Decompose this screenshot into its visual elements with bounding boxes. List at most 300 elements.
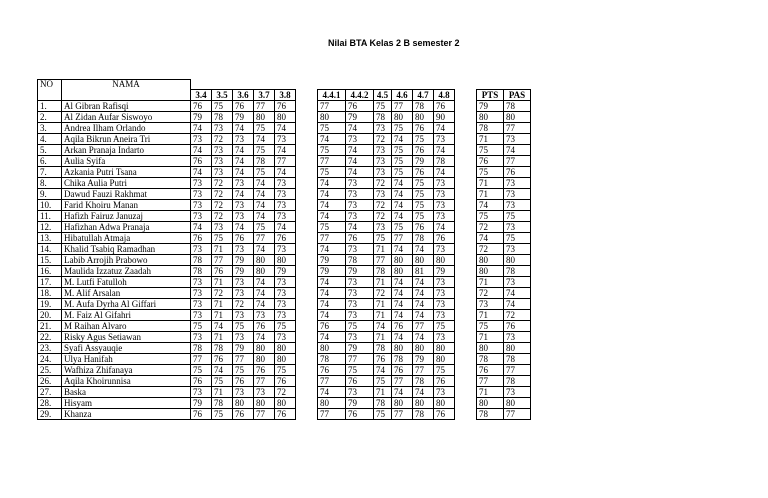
score-cell: 74 [392, 386, 413, 397]
header-col2-0: 4.4.1 [318, 89, 346, 100]
score-cell: 72 [212, 188, 233, 199]
score-cell: 73 [346, 331, 374, 342]
score-cell: 80 [434, 254, 455, 265]
score-cell: 72 [212, 177, 233, 188]
score-cell: 74 [318, 298, 346, 309]
score-cell: 73 [212, 166, 233, 177]
table-row [38, 199, 531, 210]
score-cell: 74 [392, 177, 413, 188]
row-number: 13. [38, 232, 62, 243]
score-cell: 78 [374, 397, 392, 408]
score-cell: 74 [392, 133, 413, 144]
score-cell: 76 [191, 155, 212, 166]
score-cell: 75 [346, 320, 374, 331]
score-cell: 76 [434, 375, 455, 386]
table-row [38, 375, 531, 386]
score-cell: 75 [254, 221, 275, 232]
score-cell: 71 [477, 331, 504, 342]
score-cell: 71 [477, 177, 504, 188]
score-cell: 72 [477, 221, 504, 232]
row-number: 17. [38, 276, 62, 287]
column-gap [296, 221, 318, 232]
column-gap [296, 397, 318, 408]
score-cell: 74 [254, 210, 275, 221]
column-gap [296, 375, 318, 386]
header-col2-4: 4.7 [413, 89, 434, 100]
score-cell: 75 [346, 364, 374, 375]
score-cell: 74 [318, 276, 346, 287]
score-cell: 74 [413, 309, 434, 320]
score-cell: 73 [504, 243, 531, 254]
column-gap [455, 166, 477, 177]
column-gap [296, 232, 318, 243]
score-cell: 77 [254, 232, 275, 243]
column-gap [455, 100, 477, 111]
score-cell: 75 [392, 221, 413, 232]
score-cell: 72 [212, 199, 233, 210]
header-row-codes [38, 89, 531, 100]
score-cell: 73 [233, 199, 254, 210]
score-cell: 73 [346, 177, 374, 188]
column-gap [296, 364, 318, 375]
score-cell: 72 [504, 309, 531, 320]
column-gap [455, 265, 477, 276]
score-cell: 74 [504, 144, 531, 155]
score-cell: 75 [233, 364, 254, 375]
score-cell: 77 [254, 375, 275, 386]
student-name: M. Alif Arsalan [62, 287, 191, 298]
score-cell: 76 [233, 375, 254, 386]
score-cell: 78 [477, 353, 504, 364]
score-cell: 75 [504, 232, 531, 243]
header-nama-cont [62, 89, 191, 100]
header-spacer [254, 80, 275, 90]
score-cell: 74 [392, 287, 413, 298]
score-cell: 73 [374, 144, 392, 155]
score-cell: 76 [477, 364, 504, 375]
row-number: 26. [38, 375, 62, 386]
score-cell: 74 [233, 144, 254, 155]
column-gap [296, 133, 318, 144]
score-cell: 78 [413, 408, 434, 419]
score-cell: 80 [413, 342, 434, 353]
row-number: 24. [38, 353, 62, 364]
score-cell: 71 [212, 243, 233, 254]
score-cell: 75 [477, 166, 504, 177]
column-gap [296, 155, 318, 166]
score-cell: 73 [191, 210, 212, 221]
score-cell: 74 [318, 309, 346, 320]
header-spacer [455, 80, 477, 90]
score-cell: 73 [191, 276, 212, 287]
student-name: Khanza [62, 408, 191, 419]
score-cell: 73 [191, 298, 212, 309]
score-cell: 79 [233, 254, 254, 265]
score-cell: 76 [413, 166, 434, 177]
score-cell: 74 [346, 122, 374, 133]
column-gap [455, 232, 477, 243]
score-cell: 76 [504, 166, 531, 177]
score-cell: 79 [318, 265, 346, 276]
column-gap [455, 188, 477, 199]
column-gap [455, 177, 477, 188]
score-cell: 74 [254, 331, 275, 342]
row-number: 21. [38, 320, 62, 331]
score-cell: 73 [233, 331, 254, 342]
score-cell: 80 [504, 342, 531, 353]
score-cell: 75 [318, 166, 346, 177]
score-cell: 80 [254, 254, 275, 265]
student-name: Ulya Hanifah [62, 353, 191, 364]
score-cell: 78 [346, 254, 374, 265]
score-cell: 79 [233, 342, 254, 353]
score-cell: 77 [275, 155, 296, 166]
score-cell: 75 [477, 320, 504, 331]
row-number: 20. [38, 309, 62, 320]
score-cell: 74 [318, 188, 346, 199]
column-gap [455, 144, 477, 155]
score-cell: 74 [392, 188, 413, 199]
row-number: 23. [38, 342, 62, 353]
column-gap [296, 287, 318, 298]
score-cell: 77 [413, 320, 434, 331]
score-cell: 79 [346, 111, 374, 122]
score-cell: 73 [254, 386, 275, 397]
column-gap [455, 210, 477, 221]
score-cell: 74 [318, 199, 346, 210]
score-cell: 73 [275, 287, 296, 298]
score-cell: 73 [434, 331, 455, 342]
student-name: Aulia Syifa [62, 155, 191, 166]
student-name: M. Lutfi Fatulloh [62, 276, 191, 287]
header-spacer [413, 80, 434, 90]
score-cell: 77 [392, 232, 413, 243]
header-nama: NAMA [62, 80, 191, 90]
header-spacer [392, 80, 413, 90]
score-cell: 73 [275, 243, 296, 254]
table-row [38, 276, 531, 287]
row-number: 5. [38, 144, 62, 155]
column-gap [296, 166, 318, 177]
row-number: 7. [38, 166, 62, 177]
score-cell: 77 [392, 408, 413, 419]
score-cell: 73 [374, 122, 392, 133]
score-cell: 75 [392, 166, 413, 177]
score-cell: 73 [346, 133, 374, 144]
score-cell: 80 [392, 111, 413, 122]
score-cell: 73 [191, 188, 212, 199]
score-cell: 77 [392, 100, 413, 111]
header-col2-1: 4.4.2 [346, 89, 374, 100]
header-spacer [374, 80, 392, 90]
header-row-top [38, 80, 531, 90]
score-cell: 72 [374, 133, 392, 144]
column-gap [296, 243, 318, 254]
score-cell: 72 [374, 210, 392, 221]
table-row [38, 188, 531, 199]
header-col-2: 3.6 [233, 89, 254, 100]
score-cell: 73 [212, 122, 233, 133]
score-cell: 78 [374, 265, 392, 276]
score-cell: 77 [504, 155, 531, 166]
score-cell: 80 [434, 342, 455, 353]
student-name: Aqila Bikrun Aneira Tri [62, 133, 191, 144]
score-cell: 80 [413, 111, 434, 122]
header-spacer [477, 80, 504, 90]
student-name: Hisyam [62, 397, 191, 408]
score-cell: 76 [477, 155, 504, 166]
score-cell: 76 [191, 232, 212, 243]
header-col3-0: PTS [477, 89, 504, 100]
column-gap [455, 254, 477, 265]
score-cell: 71 [374, 276, 392, 287]
score-cell: 79 [413, 155, 434, 166]
score-cell: 74 [318, 287, 346, 298]
score-cell: 80 [275, 397, 296, 408]
score-cell: 74 [504, 287, 531, 298]
table-row [38, 320, 531, 331]
score-cell: 73 [504, 386, 531, 397]
score-cell: 76 [392, 364, 413, 375]
score-cell: 73 [434, 276, 455, 287]
score-cell: 73 [212, 144, 233, 155]
score-cell: 73 [191, 386, 212, 397]
score-cell: 77 [212, 254, 233, 265]
student-name: Khalid Tsabiq Ramadhan [62, 243, 191, 254]
score-cell: 75 [212, 100, 233, 111]
score-cell: 74 [254, 287, 275, 298]
student-name: Baska [62, 386, 191, 397]
score-cell: 79 [191, 111, 212, 122]
score-cell: 80 [254, 265, 275, 276]
score-cell: 80 [275, 254, 296, 265]
column-gap [455, 287, 477, 298]
column-gap [296, 276, 318, 287]
score-cell: 71 [477, 309, 504, 320]
score-cell: 73 [275, 298, 296, 309]
header-spacer [212, 80, 233, 90]
column-gap [296, 265, 318, 276]
score-cell: 78 [477, 408, 504, 419]
score-cell: 75 [477, 210, 504, 221]
row-number: 16. [38, 265, 62, 276]
score-cell: 73 [504, 188, 531, 199]
score-cell: 76 [346, 408, 374, 419]
score-cell: 75 [254, 122, 275, 133]
score-cell: 74 [413, 276, 434, 287]
student-name: Wafhiza Zhifanaya [62, 364, 191, 375]
score-cell: 75 [392, 122, 413, 133]
score-cell: 78 [434, 155, 455, 166]
row-number: 12. [38, 221, 62, 232]
score-cell: 72 [275, 386, 296, 397]
column-gap [455, 331, 477, 342]
table-row [38, 342, 531, 353]
score-cell: 74 [233, 188, 254, 199]
student-name: Hibatullah Atmaja [62, 232, 191, 243]
score-cell: 74 [434, 122, 455, 133]
table-row [38, 265, 531, 276]
column-gap [455, 397, 477, 408]
score-cell: 71 [477, 133, 504, 144]
score-cell: 73 [191, 133, 212, 144]
score-cell: 80 [275, 342, 296, 353]
row-number: 10. [38, 199, 62, 210]
score-cell: 75 [413, 210, 434, 221]
score-cell: 76 [346, 232, 374, 243]
column-gap [296, 144, 318, 155]
score-cell: 76 [191, 408, 212, 419]
score-cell: 78 [318, 353, 346, 364]
score-cell: 72 [212, 210, 233, 221]
score-cell: 73 [275, 188, 296, 199]
score-cell: 78 [504, 375, 531, 386]
column-gap [455, 89, 477, 100]
score-cell: 76 [413, 122, 434, 133]
score-cell: 73 [275, 331, 296, 342]
score-cell: 80 [434, 397, 455, 408]
score-cell: 76 [413, 221, 434, 232]
score-cell: 80 [318, 342, 346, 353]
header-spacer [233, 80, 254, 90]
score-cell: 74 [254, 243, 275, 254]
score-cell: 75 [374, 408, 392, 419]
score-cell: 71 [477, 276, 504, 287]
table-row [38, 408, 531, 419]
score-cell: 74 [233, 122, 254, 133]
score-cell: 76 [434, 408, 455, 419]
score-cell: 78 [504, 265, 531, 276]
score-cell: 73 [275, 276, 296, 287]
table-row [38, 353, 531, 364]
score-cell: 76 [254, 364, 275, 375]
score-cell: 80 [275, 111, 296, 122]
table-row [38, 386, 531, 397]
score-cell: 76 [233, 100, 254, 111]
column-gap [455, 199, 477, 210]
score-cell: 72 [374, 199, 392, 210]
column-gap [455, 342, 477, 353]
score-cell: 75 [434, 364, 455, 375]
score-cell: 73 [191, 199, 212, 210]
score-cell: 80 [254, 397, 275, 408]
score-cell: 76 [318, 320, 346, 331]
score-cell: 74 [191, 221, 212, 232]
score-cell: 74 [318, 386, 346, 397]
score-cell: 73 [275, 177, 296, 188]
score-cell: 77 [318, 100, 346, 111]
score-cell: 76 [254, 320, 275, 331]
header-col-3: 3.7 [254, 89, 275, 100]
score-cell: 78 [504, 353, 531, 364]
score-cell: 78 [191, 342, 212, 353]
column-gap [296, 122, 318, 133]
score-cell: 73 [191, 243, 212, 254]
score-cell: 75 [318, 221, 346, 232]
score-cell: 90 [434, 111, 455, 122]
column-gap [296, 342, 318, 353]
column-gap [455, 320, 477, 331]
header-spacer [318, 80, 346, 90]
column-gap [296, 210, 318, 221]
column-gap [455, 353, 477, 364]
score-cell: 78 [413, 232, 434, 243]
score-cell: 80 [318, 397, 346, 408]
header-spacer [504, 80, 531, 90]
column-gap [296, 177, 318, 188]
score-cell: 75 [275, 320, 296, 331]
score-cell: 73 [504, 331, 531, 342]
row-number: 18. [38, 287, 62, 298]
score-cell: 80 [504, 254, 531, 265]
row-number: 25. [38, 364, 62, 375]
score-cell: 73 [477, 298, 504, 309]
score-cell: 73 [233, 177, 254, 188]
header-spacer [296, 80, 318, 90]
header-spacer [275, 80, 296, 90]
header-col-4: 3.8 [275, 89, 296, 100]
score-cell: 73 [504, 221, 531, 232]
score-cell: 73 [233, 210, 254, 221]
score-cell: 73 [346, 386, 374, 397]
column-gap [455, 298, 477, 309]
score-cell: 79 [346, 265, 374, 276]
table-row [38, 122, 531, 133]
row-number: 8. [38, 177, 62, 188]
score-cell: 73 [346, 298, 374, 309]
score-cell: 73 [374, 166, 392, 177]
header-col2-2: 4.5 [374, 89, 392, 100]
column-gap [455, 221, 477, 232]
header-no: NO [38, 80, 62, 90]
row-number: 19. [38, 298, 62, 309]
column-gap [296, 331, 318, 342]
table-row [38, 243, 531, 254]
score-cell: 71 [374, 331, 392, 342]
score-cell: 71 [212, 386, 233, 397]
score-cell: 80 [254, 353, 275, 364]
column-gap [455, 276, 477, 287]
score-cell: 71 [374, 386, 392, 397]
score-cell: 73 [233, 287, 254, 298]
score-cell: 80 [275, 353, 296, 364]
score-cell: 78 [212, 397, 233, 408]
score-cell: 74 [477, 232, 504, 243]
student-name: Andrea Ilham Orlando [62, 122, 191, 133]
score-cell: 74 [413, 287, 434, 298]
student-name: Hafizh Fairuz Januzaj [62, 210, 191, 221]
score-cell: 80 [413, 254, 434, 265]
student-name: Chika Aulia Putri [62, 177, 191, 188]
score-cell: 80 [413, 397, 434, 408]
score-cell: 74 [275, 122, 296, 133]
score-cell: 75 [233, 320, 254, 331]
score-cell: 74 [318, 331, 346, 342]
score-cell: 80 [477, 254, 504, 265]
student-name: Aqila Khoirunnisa [62, 375, 191, 386]
score-cell: 74 [346, 155, 374, 166]
student-name: Azkania Putri Tsana [62, 166, 191, 177]
score-cell: 73 [191, 309, 212, 320]
score-cell: 75 [191, 320, 212, 331]
score-cell: 74 [346, 144, 374, 155]
table-row [38, 232, 531, 243]
table-row [38, 287, 531, 298]
score-cell: 73 [434, 210, 455, 221]
header-col2-5: 4.8 [434, 89, 455, 100]
score-cell: 79 [413, 353, 434, 364]
score-cell: 74 [233, 221, 254, 232]
